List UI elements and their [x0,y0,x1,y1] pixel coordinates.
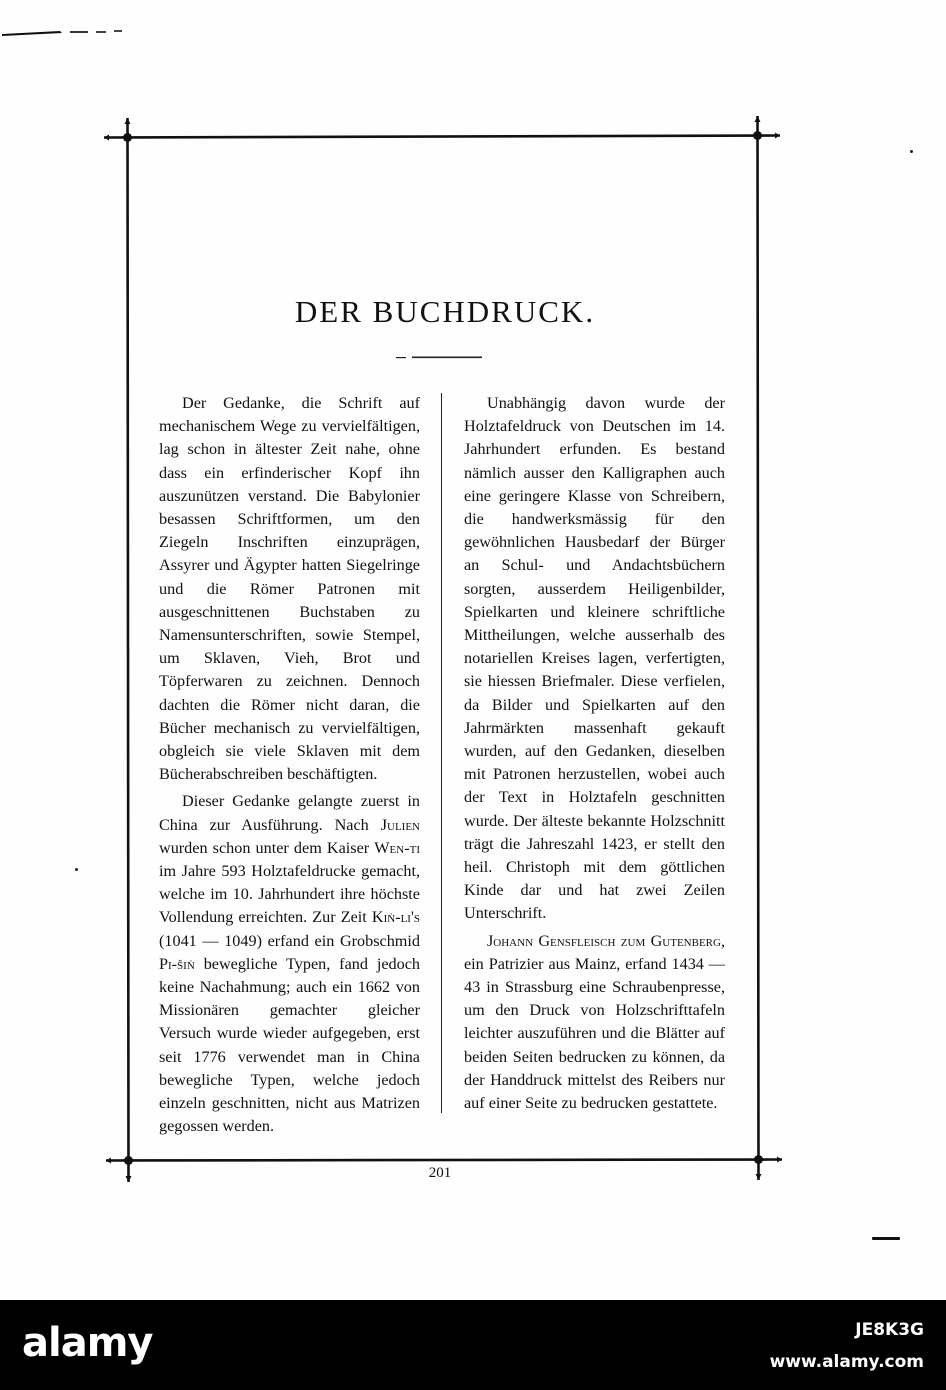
page-number: 201 [428,1165,452,1181]
text-column-right [464,392,725,1115]
name-smallcaps: Julien [380,815,420,834]
paragraph: Dieser Gedanke gelangte zuerst in China zur Ausführung. Nach Julien wurden schon unter dem Kaiser Wen-ti im Jahre 593 Holztafeldrucke gemacht, welche im 10. Jahrhundert ihre höchste Vollendung erreichten. Zur Zeit Kiṅ-li's (1041 — 1049) erfand ein Grobschmid Pi-šiṅ bewegliche Typen, fand jedoch keine Nachahmung; auch ein 1662 von Missionären gemachter gleicher Versuch wurde wieder aufgegeben, erst seit 1776 verwendet man in China bewegliche Typen, welche jedoch einzeln geschnitten, nicht aus Matrizen gegossen werden. [159,792,420,1136]
margin-dash-mark [872,1237,900,1240]
title-divider-rule [396,356,482,359]
column-divider [441,393,442,1113]
name-smallcaps: Kiṅ-li's [371,908,420,927]
name-smallcaps: Johann Gensfleisch zum Gutenberg [487,931,721,950]
name-smallcaps: Wen-ti [374,838,420,857]
paragraph: Der Gedanke, die Schrift auf mechanischem Wege zu vervielfältigen, lag schon in ältester Zeit nahe, ohne dass ein erfinderischer Kopf ihn auszunützen verstand. Die Babylonier besassen Schriftformen, um den Ziegeln Inschriften einzuprägen, Assyrer und Ägypter hatten Siegelringe und die Römer Patronen mit ausgeschnittenen Buchstaben zu Namensunterschriften, sowie Stempel, um Sklaven, Vieh, Brot und Töpferwaren zu zeichnen. Dennoch dachten die Römer nicht daran, die Bücher mechanisch zu vervielfältigen, obgleich sie viele Sklaven mit dem Bücherabschreiben beschäftigten. [159,394,420,784]
ink-speck [910,150,913,153]
paragraph: Johann Gensfleisch zum Gutenberg, ein Patrizier aus Mainz, erfand 1434 — 43 in Strassburg eine Schraubenpresse, um den Druck von Holzschrifttafeln leichter auszuführen und die Blätter auf beiden Seiten bedrucken zu können, da der Handdruck mittelst des Reibers nur auf einer Seite zu bedrucken gestattete. [464,931,725,1113]
ink-speck [75,868,78,871]
site-url: www.alamy.com [769,1352,924,1372]
paragraph: Unabhängig davon wurde der Holztafeldruck von Deutschen im 14. Jahrhundert erfunden. Es bestand nämlich ausser den Kalligraphen auch eine geringere Klasse von Schreibern, die handwerksmässig für den gewöhnlichen Hausbedarf der Bürger an Schul- und Andachtsbüchern sorgten, ausserdem Heiligenbilder, Spielkarten und kleinere schriftliche Mittheilungen, welche ausserhalb des notariellen Kreises lagen, verfertigten, sie hiessen Briefmaler. Diese verfielen, da Bilder und Spielkarten auf den Jahrmärkten massenhaft gekauft wurden, auf den Gedanken, dieselben mit Patronen herzustellen, wobei auch der Text in Holztafeln geschnitten wurde. Der älteste bekannte Holzschnitt trägt die Jahreszahl 1423, er stellt den heil. Christoph mit dem göttlichen Kinde dar und hat zwei Zeilen Unterschrift. [464,394,725,923]
page-title: DER BUCHDRUCK. [294,294,596,329]
image-id-label: JE8K3G [855,1320,924,1340]
watermark-banner [0,1300,946,1390]
brand-logo: alamy [22,1320,153,1366]
text-column-left [159,392,420,1139]
name-smallcaps: Pi-šiṅ [159,954,195,973]
